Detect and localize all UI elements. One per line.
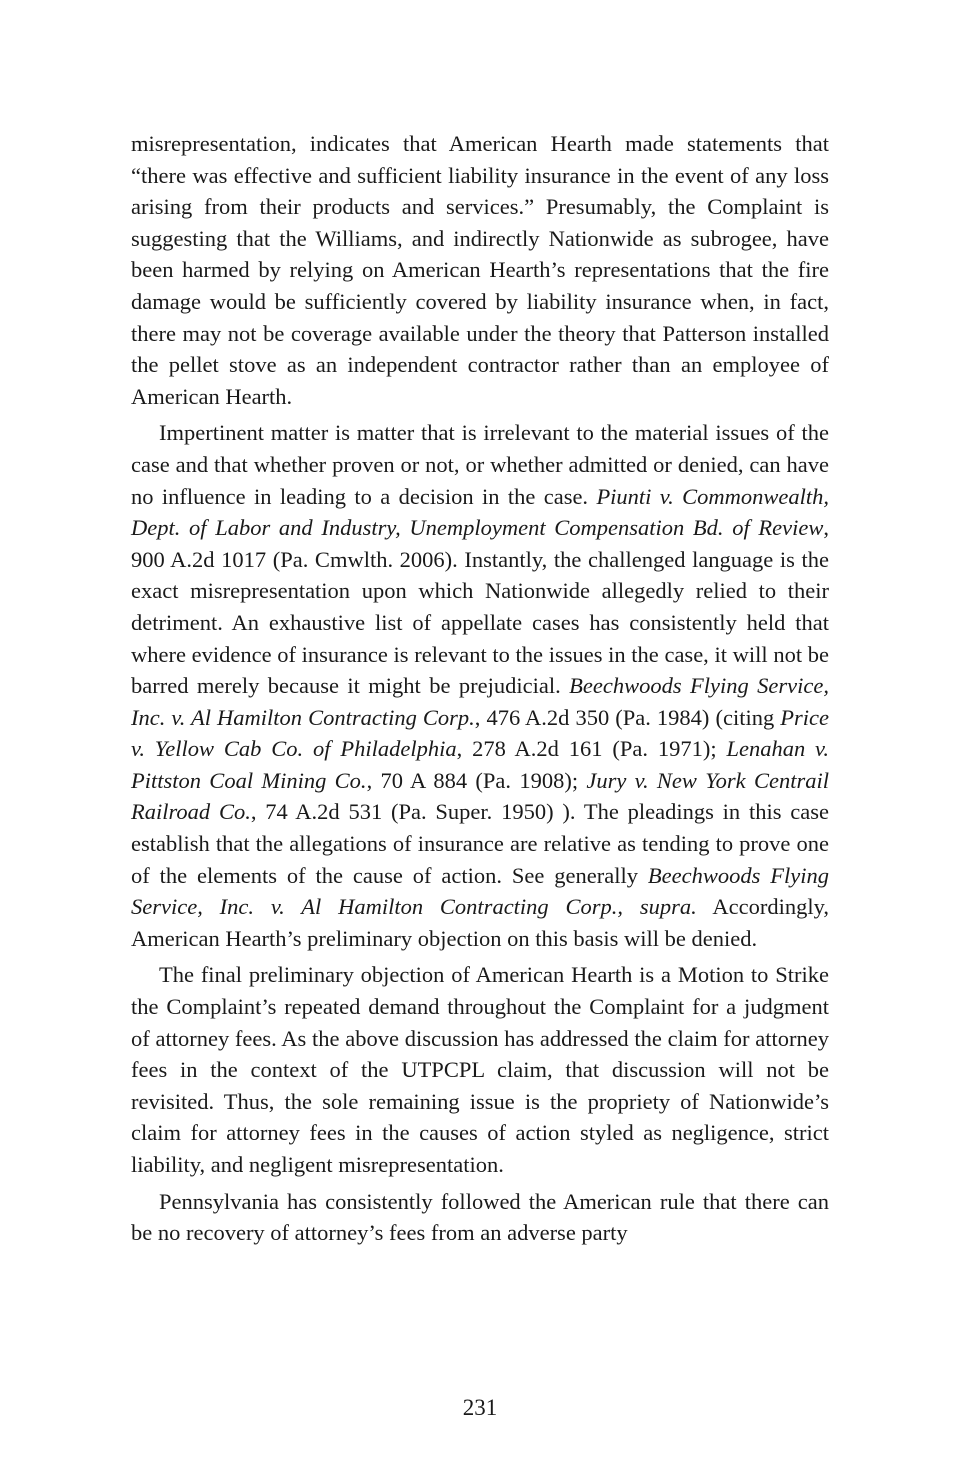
text-run: , 70 A 884 (Pa. 1908); (366, 767, 587, 793)
text-run: The final preliminary objection of American Hearth is a Motion to Strike the Complaint’s repeated demand throughout the Complaint for a judgment of attorney fees. As the above discussion has addressed the claim for attorney fees in the context of the UTPCPL claim, that discussion will not be revisited. Thus, the sole remaining issue is the propriety of Nationwide’s claim for attorney fees in the causes of action styled as negligence, strict liability, and negligent misrepresentation. (131, 962, 829, 1177)
page-number: 231 (462, 1395, 498, 1420)
page-body (131, 128, 829, 1249)
paragraph-3 (131, 959, 829, 1180)
paragraph-2 (131, 417, 829, 954)
text-run: , 476 A.2d 350 (Pa. 1984) (citing (474, 704, 781, 730)
case-citation: Piunti v. Commonwealth, Dept. of Labor and Industry, Unemployment Compensation Bd. of Review (131, 483, 829, 541)
text-run: , 278 A.2d 161 (Pa. 1971); (456, 736, 727, 762)
case-citation: Beechwoods Flying Service, Inc. v. Al Hamilton Contracting Corp. (131, 673, 829, 730)
case-citation: Lenahan v. Pittston Coal Mining Co. (131, 736, 829, 793)
case-citation: Price v. Yellow Cab Co. of Philadelphia (131, 704, 829, 762)
text-run: misrepresentation, indicates that American Hearth made statements that “there was effective and sufficient liability insurance in the event of any loss arising from their products and services.” Presumably, the Complaint is suggesting that the Williams, and indirectly Nationwide as subrogee, have been harmed by relying on American Hearth’s representations that the fire damage would be sufficiently covered by liability insurance when, in fact, there may not be coverage available under the theory that Patterson installed the pellet stove as an independent contractor rather than an employee of American Hearth. (131, 131, 829, 409)
text-run: Impertinent matter is matter that is irrelevant to the material issues of the case and that whether proven or not, or whether admitted or denied, can have no influence in leading to a decision in the case. (131, 420, 829, 509)
case-citation: Beechwoods Flying Service, Inc. v. Al Hamilton Contracting Corp., supra. (131, 862, 830, 920)
paragraph-1 (131, 128, 829, 412)
text-run: , 900 A.2d 1017 (Pa. Cmwlth. 2006). Instantly, the challenged language is the exact misrepresentation upon which Nationwide allegedly relied to their detriment. An exhaustive list of appellate cases has consistently held that where evidence of insurance is relevant to the issues in the case, it will not be barred merely because it might be prejudicial. (131, 515, 829, 699)
text-run: , 74 A.2d 531 (Pa. Super. 1950) ). The pleadings in this case establish that the allegations of insurance are relative as tending to prove one of the elements of the cause of action. See generally (131, 799, 829, 888)
paragraph-4 (131, 1186, 829, 1249)
text-run: Accordingly, American Hearth’s preliminary objection on this basis will be denied. (131, 894, 829, 951)
case-citation: Jury v. New York Centrail Railroad Co. (131, 767, 829, 825)
text-run: Pennsylvania has consistently followed the American rule that there can be no recovery of attorney’s fees from an adverse party (131, 1188, 829, 1246)
